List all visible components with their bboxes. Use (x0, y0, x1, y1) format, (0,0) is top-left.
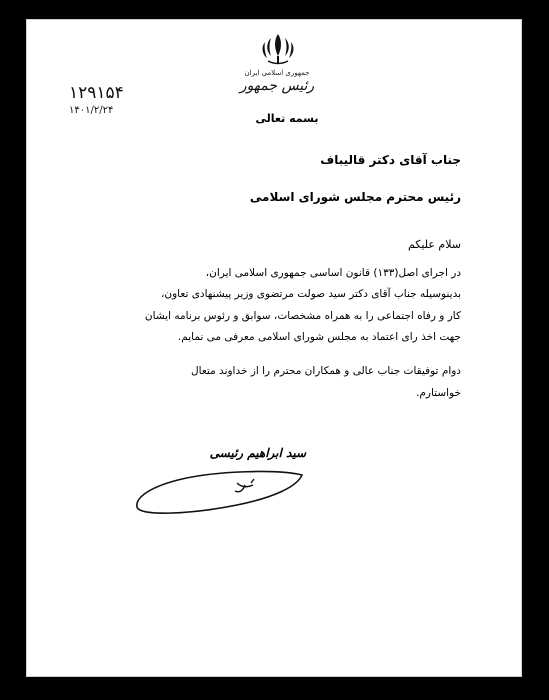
body-line: در اجرای اصل(۱۳۳) قانون اساسی جمهوری اسلامی ایران، (205, 267, 461, 279)
greeting: سلام علیکم (407, 238, 461, 251)
addressee-title: رئیس محترم مجلس شورای اسلامی (249, 190, 461, 204)
body-line: کار و رفاه اجتماعی را به همراه مشخصات، سوابق و رئوس برنامه ایشان (144, 310, 461, 322)
bismillah-heading: بسمه تعالی (255, 112, 319, 125)
letter-page (26, 19, 522, 677)
closing-line: دوام توفیقات جناب عالی و همکاران محترم را از خداوند متعال (191, 365, 461, 377)
letterhead-office: رئیس جمهور (239, 78, 315, 94)
salutation: جناب آقای دکتر قالیباف (320, 153, 461, 167)
letterhead-country: جمهوری اسلامی ایران (244, 69, 310, 77)
closing-line: خواستارم. (416, 387, 461, 399)
signer-name: سید ابراهیم رئیسی (209, 446, 306, 460)
iran-emblem-icon (259, 32, 297, 66)
body-line: جهت اخذ رای اعتماد به مجلس شورای اسلامی معرفی می نمایم. (177, 331, 461, 343)
reference-date: ۱۴۰۱/۲/۲۴ (69, 105, 114, 116)
reference-number: ۱۲۹۱۵۴ (69, 83, 124, 103)
handwritten-signature-icon (127, 461, 307, 521)
body-line: بدینوسیله جناب آقای دکتر سید صولت مرتضوی وزیر پیشنهادی تعاون، (161, 288, 461, 300)
